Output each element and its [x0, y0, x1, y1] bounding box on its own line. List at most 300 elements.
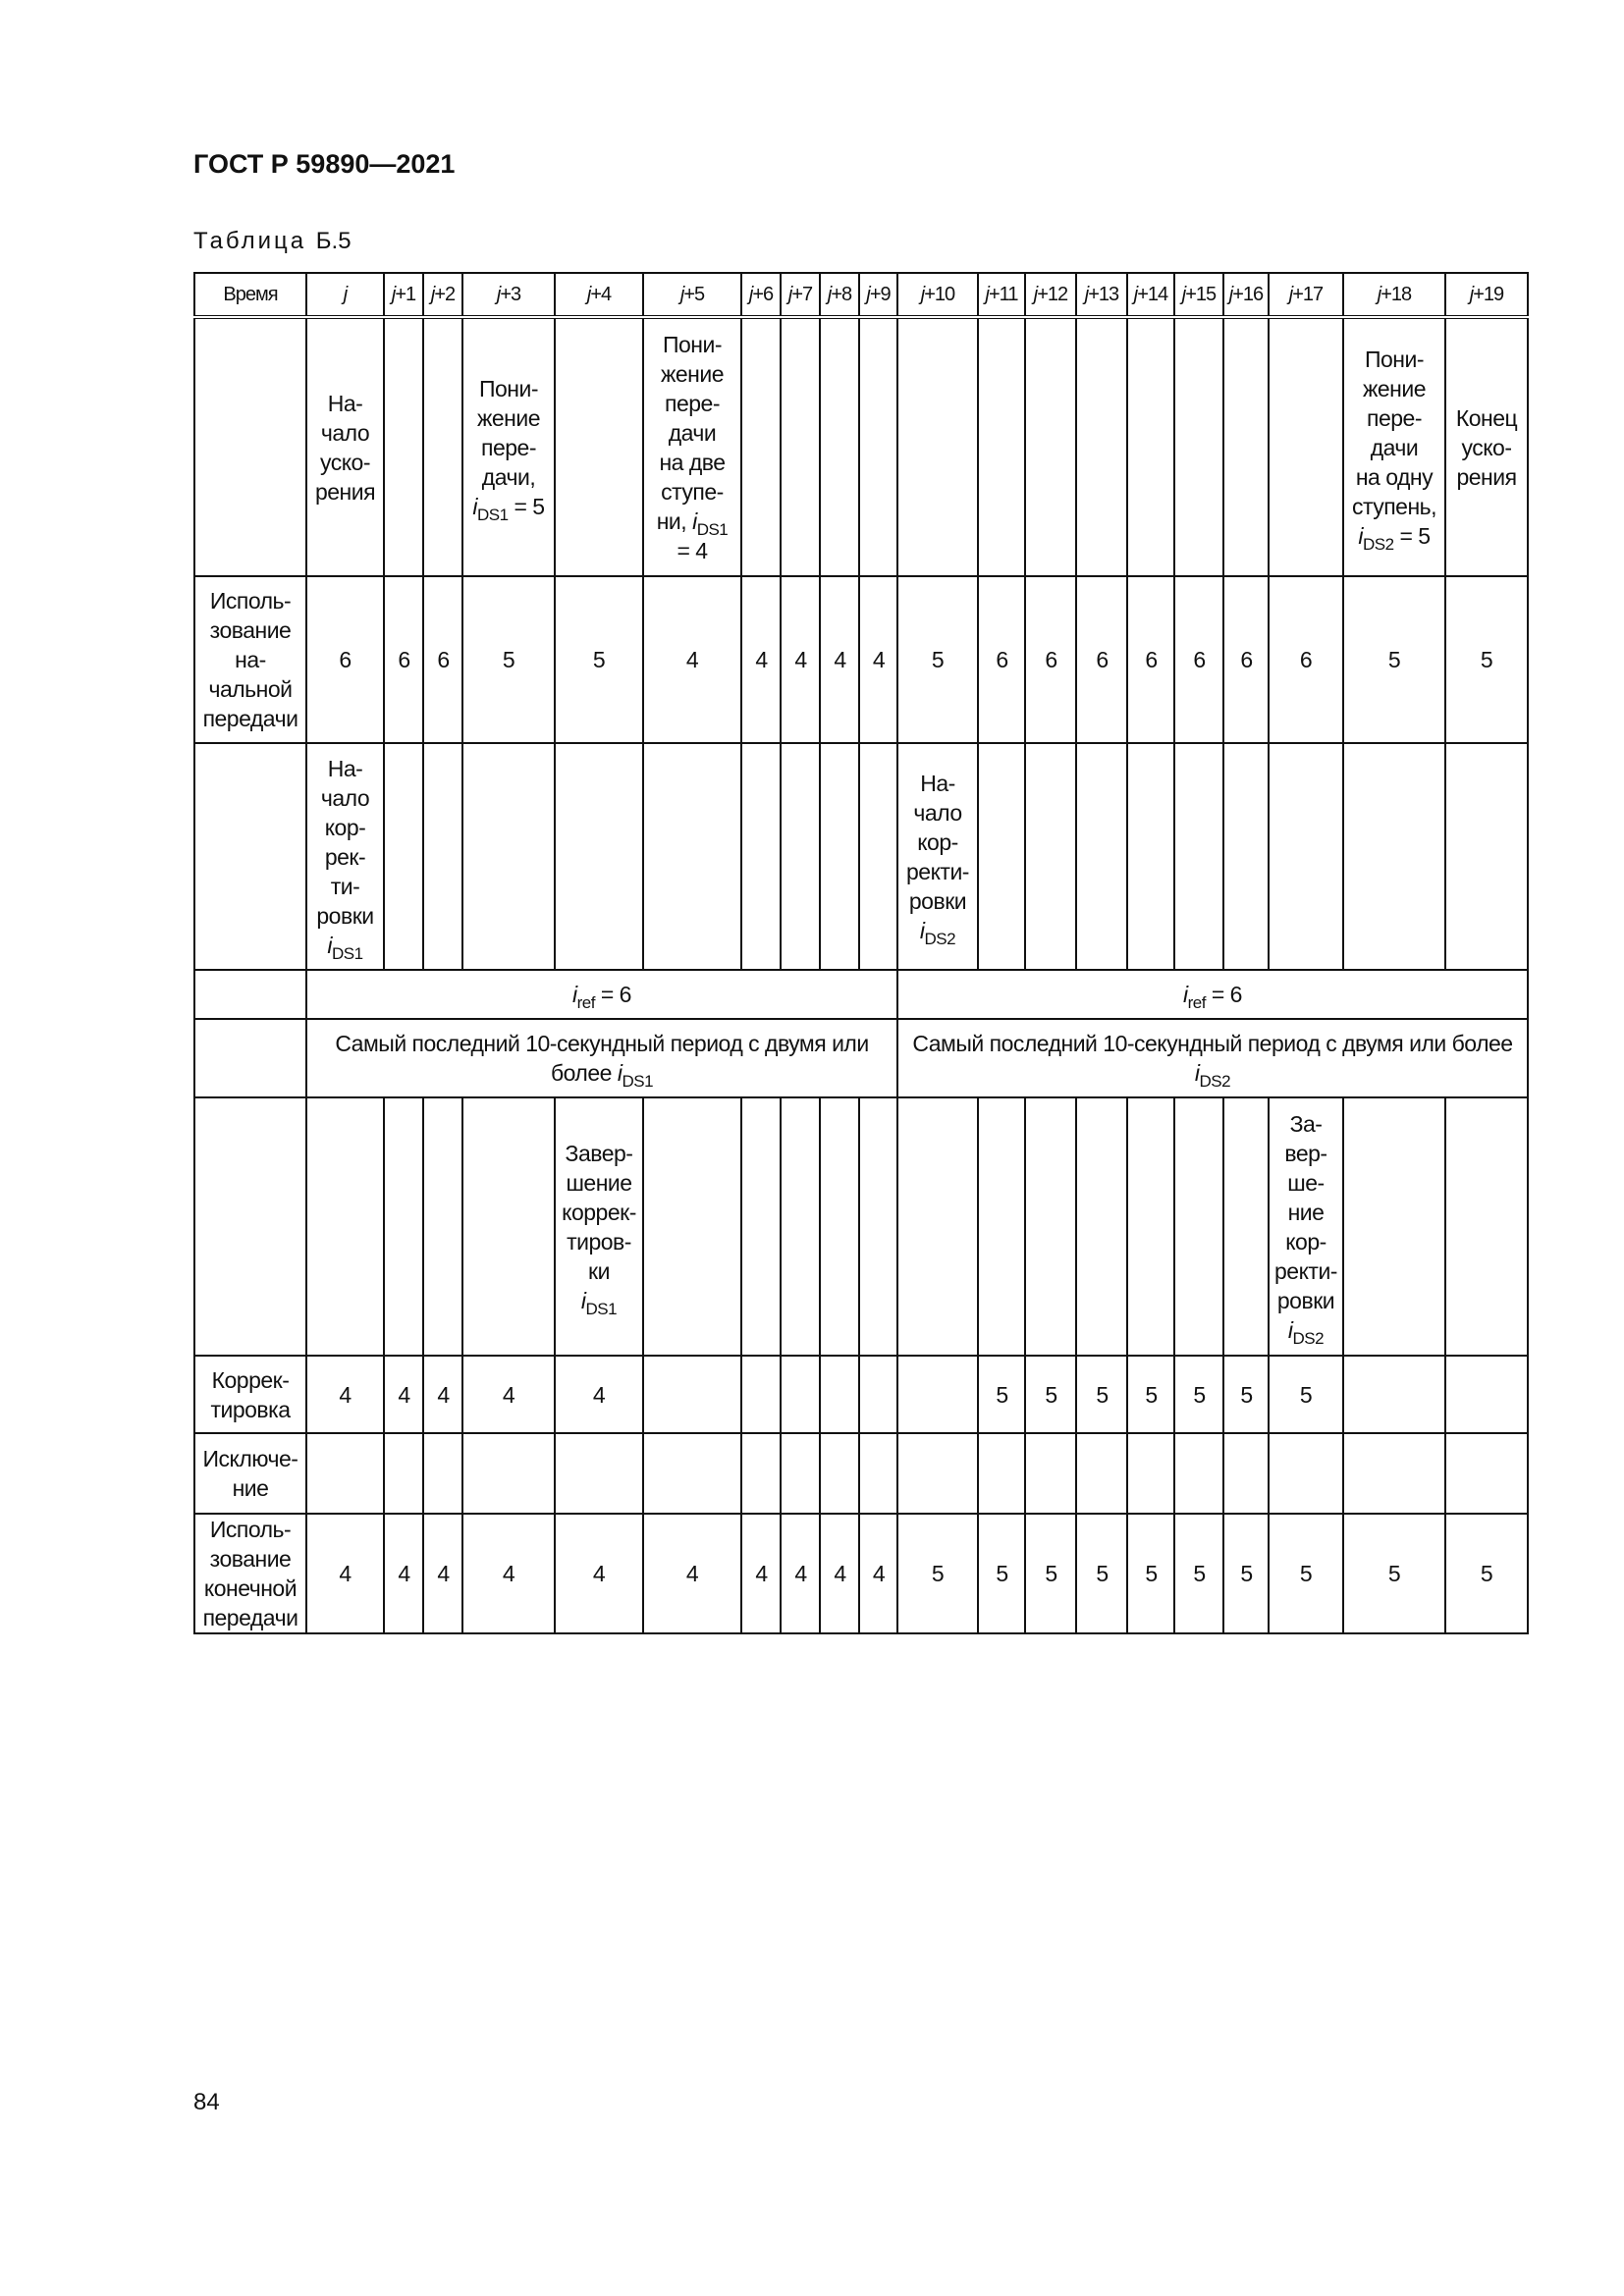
table-row	[194, 1356, 1528, 1433]
table-cell	[741, 1356, 781, 1433]
table-cell	[1445, 743, 1528, 970]
variable-symbol: i	[919, 917, 925, 943]
cell-text: 5	[592, 647, 606, 672]
table-cell	[1174, 743, 1223, 970]
variable-subscript: DS1	[622, 1072, 654, 1091]
table-cell	[643, 317, 741, 576]
cell-text: 6	[437, 647, 449, 672]
cell-text: Исполь- зование на- чальной передачи	[202, 588, 298, 731]
table-cell	[1269, 1356, 1343, 1433]
table-cell	[306, 1019, 897, 1097]
table-cell	[306, 743, 384, 970]
table-cell	[978, 1514, 1025, 1633]
table-cell	[820, 1356, 859, 1433]
cell-text: 5	[996, 1561, 1007, 1586]
column-header	[820, 273, 859, 317]
table-cell	[306, 970, 897, 1019]
table-cell	[423, 1514, 462, 1633]
table-cell	[1269, 1514, 1343, 1633]
cell-text: На- чало кор- ректи- ровки	[906, 770, 969, 914]
column-header	[897, 273, 978, 317]
cell-text: 6	[339, 647, 352, 672]
cell-text: 4	[437, 1561, 449, 1586]
column-header-label: j+10	[920, 284, 955, 305]
table-row	[194, 1097, 1528, 1356]
cell-text: 4	[872, 647, 885, 672]
table-cell	[741, 743, 781, 970]
table-cell	[859, 576, 897, 743]
table-cell	[859, 317, 897, 576]
cell-text: 5	[502, 647, 515, 672]
variable-symbol: i	[1183, 982, 1188, 1007]
table-cell	[978, 743, 1025, 970]
table-cell	[741, 1433, 781, 1514]
row-label-cell	[194, 1433, 306, 1514]
table-cell	[423, 1356, 462, 1433]
cell-text: 5	[1193, 1381, 1205, 1408]
column-header-label: j+3	[496, 284, 521, 305]
table-cell	[820, 743, 859, 970]
table-cell	[384, 1433, 423, 1514]
table-cell	[1025, 317, 1076, 576]
cell-text: 4	[592, 1381, 606, 1408]
table-cell	[1025, 1356, 1076, 1433]
column-header-label: j+1	[391, 284, 416, 305]
variable-subscript: DS1	[696, 519, 729, 539]
row-label-cell	[194, 1019, 306, 1097]
variable-symbol: i	[617, 1060, 623, 1086]
variable-subscript: DS1	[332, 943, 363, 963]
table-cell	[978, 576, 1025, 743]
column-header	[1445, 273, 1528, 317]
cell-text: 4	[794, 1561, 806, 1586]
variable-symbol: i	[1358, 522, 1364, 549]
row-label-cell	[194, 743, 306, 970]
table-cell	[643, 743, 741, 970]
table-cell	[1223, 576, 1269, 743]
table-cell	[555, 743, 643, 970]
table-cell	[741, 317, 781, 576]
column-header	[741, 273, 781, 317]
table-cell	[1269, 743, 1343, 970]
table-cell	[1127, 1514, 1174, 1633]
cell-text: За- вер- ше- ние кор- ректи- ровки	[1274, 1110, 1337, 1313]
column-header	[1076, 273, 1127, 317]
column-header-label: j+4	[586, 284, 612, 305]
table-caption	[193, 228, 352, 255]
table-cell	[741, 576, 781, 743]
variable-symbol: i	[572, 982, 577, 1007]
table-caption-number: Б.5	[315, 228, 352, 254]
table-cell	[555, 1433, 643, 1514]
cell-text: 5	[931, 1561, 945, 1586]
column-header	[1269, 273, 1343, 317]
table-cell	[897, 1097, 978, 1356]
table-cell	[1223, 1356, 1269, 1433]
cell-text: 5	[1145, 1381, 1157, 1408]
page-number: 84	[193, 2089, 220, 2115]
table-cell	[1025, 576, 1076, 743]
table-cell	[643, 1514, 741, 1633]
table-cell	[1223, 1433, 1269, 1514]
table-cell	[384, 317, 423, 576]
column-header-label: j+12	[1033, 284, 1068, 305]
table-cell	[1174, 1097, 1223, 1356]
table-cell	[555, 1356, 643, 1433]
cell-text: 4	[437, 1381, 449, 1408]
variable-symbol: i	[327, 932, 333, 958]
column-header	[555, 273, 643, 317]
table-cell	[1174, 1356, 1223, 1433]
table-cell	[978, 1433, 1025, 1514]
column-header	[1174, 273, 1223, 317]
cell-text: Конец уско- рения	[1455, 404, 1518, 490]
table-cell	[1269, 576, 1343, 743]
column-header	[1223, 273, 1269, 317]
cell-text: Исполь- зование конечной передачи	[202, 1517, 298, 1630]
table-cell	[1127, 576, 1174, 743]
table-cell	[462, 1097, 555, 1356]
variable-subscript: DS2	[924, 929, 956, 948]
cell-text: Пони- жение пере- дачи на две ступе- ни,	[656, 331, 726, 534]
table-cell	[555, 317, 643, 576]
cell-text: 5	[1240, 1561, 1252, 1586]
table-cell	[423, 576, 462, 743]
cell-text: 5	[1387, 647, 1401, 672]
row-label-cell	[194, 1514, 306, 1633]
table-cell	[859, 1356, 897, 1433]
table-cell	[859, 1433, 897, 1514]
table-cell	[1445, 1433, 1528, 1514]
column-header	[423, 273, 462, 317]
row-label-cell	[194, 1356, 306, 1433]
cell-text: 4	[339, 1561, 352, 1586]
table-row	[194, 1514, 1528, 1633]
table-cell	[462, 1514, 555, 1633]
table-cell	[1127, 1356, 1174, 1433]
table-cell	[897, 970, 1528, 1019]
variable-subscript: DS1	[477, 505, 509, 524]
table-cell	[1269, 317, 1343, 576]
table-cell	[1127, 1097, 1174, 1356]
table-cell	[859, 1514, 897, 1633]
cell-text: Самый последний 10-секундный период с двумя или более	[912, 1031, 1513, 1056]
table-cell	[423, 1097, 462, 1356]
table-cell	[1343, 1514, 1445, 1633]
table-cell	[462, 1433, 555, 1514]
variable-subscript: DS1	[585, 1299, 618, 1318]
table-cell	[1025, 1097, 1076, 1356]
cell-text: На- чало уско- рения	[314, 390, 376, 505]
cell-text: 5	[1193, 1561, 1205, 1586]
table-cell	[897, 1019, 1528, 1097]
cell-text: 4	[685, 647, 699, 672]
table-row	[194, 1019, 1528, 1097]
document-title: ГОСТ Р 59890—2021	[193, 149, 456, 179]
cell-text: 5	[1145, 1561, 1157, 1586]
variable-subscript: ref	[1187, 993, 1206, 1012]
cell-text: 4	[398, 1561, 409, 1586]
table-cell	[781, 1433, 820, 1514]
cell-text-tail: = 6	[1205, 982, 1242, 1007]
cell-text: 5	[1240, 1381, 1252, 1408]
cell-text: 5	[1480, 1561, 1493, 1586]
column-header-label: Время	[223, 284, 278, 305]
table-cell	[462, 317, 555, 576]
column-header	[643, 273, 741, 317]
variable-symbol: i	[1194, 1060, 1200, 1086]
cell-text: 5	[1096, 1381, 1108, 1408]
column-header-label: j+5	[679, 284, 705, 305]
table-cell	[1223, 743, 1269, 970]
table-cell	[384, 743, 423, 970]
gear-table	[193, 272, 1529, 1634]
table-cell	[1343, 743, 1445, 970]
column-header-label: j+8	[827, 284, 852, 305]
table-cell	[897, 1514, 978, 1633]
column-header-label: j+6	[748, 284, 774, 305]
cell-text: 4	[502, 1381, 515, 1408]
variable-symbol: i	[472, 493, 478, 519]
table-cell	[1025, 1514, 1076, 1633]
table-cell	[1223, 1097, 1269, 1356]
table-row	[194, 970, 1528, 1019]
cell-text: 5	[1480, 647, 1493, 672]
table-cell	[1076, 743, 1127, 970]
variable-symbol: i	[692, 507, 697, 534]
table-cell	[859, 743, 897, 970]
cell-text: 6	[1299, 647, 1313, 672]
cell-text-tail: = 5	[508, 493, 545, 519]
column-header	[1025, 273, 1076, 317]
variable-subscript: DS2	[1363, 534, 1394, 554]
table-cell	[1127, 1433, 1174, 1514]
table-cell	[423, 1433, 462, 1514]
table-cell	[781, 1514, 820, 1633]
column-header-label: j+11	[985, 284, 1018, 305]
table-cell	[1127, 743, 1174, 970]
column-header-label: j+7	[787, 284, 813, 305]
column-header-label: j+17	[1288, 284, 1324, 305]
cell-text: 4	[398, 1381, 409, 1408]
cell-text: 6	[996, 647, 1007, 672]
table-cell	[643, 1097, 741, 1356]
cell-text: 4	[755, 647, 767, 672]
column-header	[781, 273, 820, 317]
table-cell	[555, 1097, 643, 1356]
table-cell	[643, 1433, 741, 1514]
table-cell	[1076, 1097, 1127, 1356]
table-cell	[1174, 1514, 1223, 1633]
table-cell	[978, 1356, 1025, 1433]
cell-text: 5	[996, 1381, 1007, 1408]
cell-text: Пони- жение пере- дачи,	[476, 375, 541, 490]
cell-text: 6	[1145, 647, 1157, 672]
cell-text: 4	[755, 1561, 767, 1586]
table-cell	[1025, 743, 1076, 970]
column-header-label: j+13	[1084, 284, 1119, 305]
column-header-label: j+15	[1181, 284, 1217, 305]
column-header	[384, 273, 423, 317]
cell-text: 4	[339, 1381, 352, 1408]
table-row	[194, 317, 1528, 576]
table-cell	[1343, 576, 1445, 743]
cell-text: 6	[1193, 647, 1205, 672]
cell-text: 6	[1240, 647, 1252, 672]
cell-text: Исключе- ние	[202, 1446, 298, 1501]
table-cell	[555, 1514, 643, 1633]
table-cell	[820, 1097, 859, 1356]
variable-symbol: i	[580, 1287, 586, 1313]
table-cell	[384, 1514, 423, 1633]
cell-text: Пони- жение пере- дачи на одну ступень,	[1351, 346, 1437, 519]
column-header-time	[194, 273, 306, 317]
table-cell	[1269, 1097, 1343, 1356]
variable-subscript: DS2	[1199, 1072, 1231, 1091]
column-header-label: j+2	[430, 284, 456, 305]
table-cell	[643, 576, 741, 743]
column-header	[859, 273, 897, 317]
table-cell	[897, 576, 978, 743]
table-cell	[306, 1514, 384, 1633]
table-cell	[897, 743, 978, 970]
cell-text: 4	[872, 1561, 885, 1586]
table-cell	[1343, 1097, 1445, 1356]
table-cell	[1445, 1097, 1528, 1356]
cell-text: 5	[1299, 1561, 1313, 1586]
row-label-cell	[194, 1097, 306, 1356]
cell-text: 6	[398, 647, 409, 672]
table-cell	[1076, 576, 1127, 743]
table-cell	[306, 1356, 384, 1433]
table-cell	[781, 317, 820, 576]
cell-text-tail: = 4	[677, 537, 708, 563]
table-cell	[462, 576, 555, 743]
table-cell	[781, 1356, 820, 1433]
table-cell	[741, 1514, 781, 1633]
table-cell	[820, 317, 859, 576]
table-row	[194, 1433, 1528, 1514]
table-cell	[306, 1097, 384, 1356]
table-cell	[423, 317, 462, 576]
cell-text: 4	[834, 647, 845, 672]
table-cell	[1127, 317, 1174, 576]
cell-text: 6	[1045, 647, 1056, 672]
table-row	[194, 743, 1528, 970]
table-cell	[897, 1433, 978, 1514]
table-cell	[1025, 1433, 1076, 1514]
table-cell	[1343, 1356, 1445, 1433]
cell-text: 5	[1387, 1561, 1401, 1586]
table-cell	[1445, 576, 1528, 743]
table-cell	[820, 1433, 859, 1514]
cell-text-tail: = 6	[594, 982, 631, 1007]
row-label-cell	[194, 970, 306, 1019]
column-header	[1127, 273, 1174, 317]
column-header-label: j	[343, 284, 348, 305]
table-cell	[1445, 1514, 1528, 1633]
column-header-label: j+19	[1469, 284, 1504, 305]
cell-text: 4	[685, 1561, 699, 1586]
table-cell	[1223, 317, 1269, 576]
table-cell	[1445, 317, 1528, 576]
table-cell	[384, 1356, 423, 1433]
table-cell	[384, 576, 423, 743]
table-cell	[781, 743, 820, 970]
cell-text-tail: = 5	[1393, 522, 1431, 549]
table-cell	[1269, 1433, 1343, 1514]
table-cell	[462, 1356, 555, 1433]
table-cell	[741, 1097, 781, 1356]
cell-text: Завер- шение коррек- тиров- ки	[562, 1140, 636, 1284]
column-header	[462, 273, 555, 317]
cell-text: 5	[1045, 1381, 1056, 1408]
table-cell	[555, 576, 643, 743]
table-cell	[423, 743, 462, 970]
table-cell	[1445, 1356, 1528, 1433]
table-cell	[897, 317, 978, 576]
column-header	[978, 273, 1025, 317]
cell-text: На- чало кор- рек- ти- ровки	[316, 755, 374, 929]
column-header-label: j+18	[1377, 284, 1412, 305]
variable-symbol: i	[1287, 1316, 1293, 1343]
table-cell	[306, 576, 384, 743]
variable-subscript: ref	[576, 993, 595, 1012]
table-cell	[384, 1097, 423, 1356]
table-cell	[1223, 1514, 1269, 1633]
column-header-label: j+16	[1228, 284, 1264, 305]
cell-text: 5	[1096, 1561, 1108, 1586]
cell-text: 4	[502, 1561, 515, 1586]
table-cell	[978, 317, 1025, 576]
table-cell	[897, 1356, 978, 1433]
table-cell	[643, 1356, 741, 1433]
table-cell	[1174, 576, 1223, 743]
cell-text: 4	[794, 647, 806, 672]
table-cell	[859, 1097, 897, 1356]
table-cell	[820, 576, 859, 743]
table-cell	[1076, 1356, 1127, 1433]
table-cell	[1076, 1433, 1127, 1514]
table-cell	[978, 1097, 1025, 1356]
table-cell	[1174, 1433, 1223, 1514]
variable-subscript: DS2	[1292, 1328, 1325, 1348]
table-cell	[1343, 317, 1445, 576]
table-cell	[781, 576, 820, 743]
table-cell	[1174, 317, 1223, 576]
column-header-label: j+14	[1133, 284, 1168, 305]
table-cell	[306, 1433, 384, 1514]
table-cell	[306, 317, 384, 576]
table-cell	[462, 743, 555, 970]
table-cell	[820, 1514, 859, 1633]
table-cell	[1343, 1433, 1445, 1514]
cell-text: Коррек- тировка	[210, 1366, 291, 1422]
cell-text: 5	[1299, 1381, 1313, 1408]
column-header	[1343, 273, 1445, 317]
table-row	[194, 576, 1528, 743]
table-cell	[1076, 1514, 1127, 1633]
table-caption-label: Таблица	[193, 228, 307, 254]
column-header	[306, 273, 384, 317]
table-cell	[781, 1097, 820, 1356]
cell-text: 5	[1045, 1561, 1056, 1586]
row-label-cell	[194, 576, 306, 743]
table-cell	[1076, 317, 1127, 576]
cell-text: 6	[1096, 647, 1108, 672]
column-header-label: j+9	[866, 284, 891, 305]
cell-text: 4	[592, 1561, 606, 1586]
